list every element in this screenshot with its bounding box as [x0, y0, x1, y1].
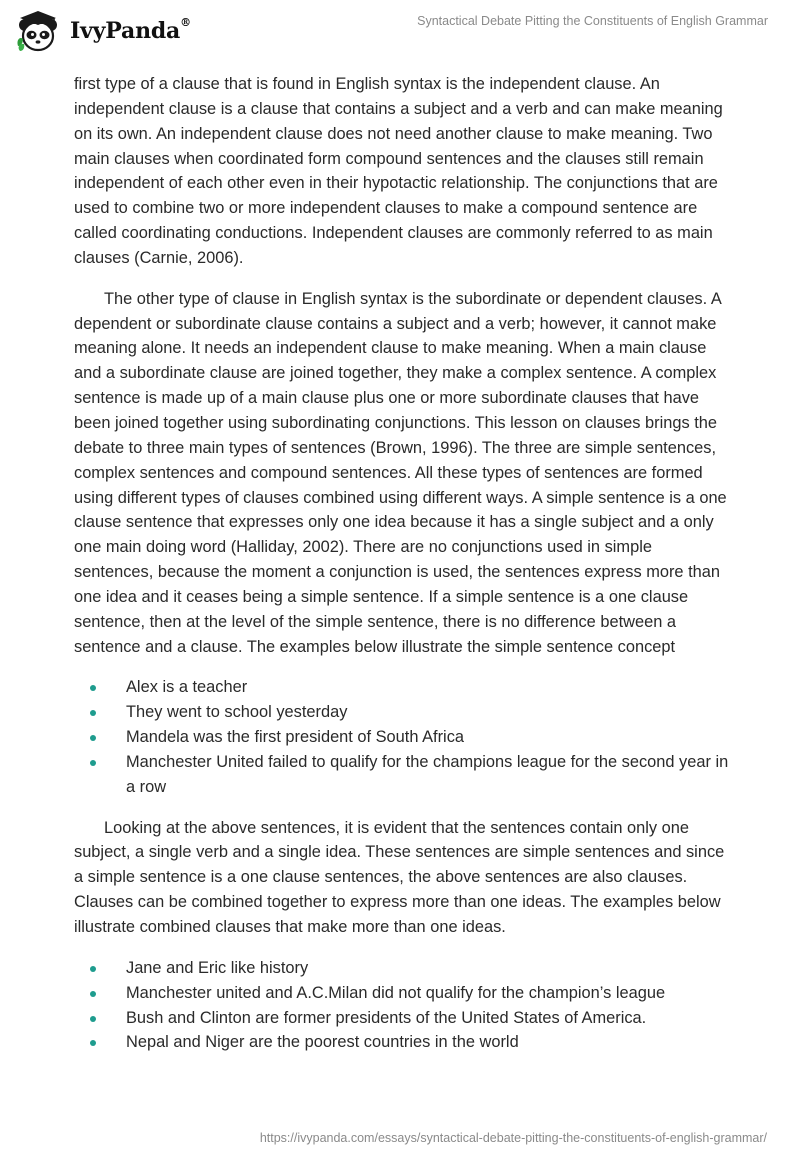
- bullet-icon: [90, 966, 96, 972]
- bullet-icon: [90, 1040, 96, 1046]
- bullet-icon: [90, 760, 96, 766]
- paragraph-2: The other type of clause in English syntax is the subordinate or dependent clauses. A dependent or subordinate clause contains a subject and a verb; however, it cannot make meaning alone. It needs an independent clause to make meaning. When a main clause and a subordinate clause are joined together, they make a complex sentence. A complex sentence is made up of a main clause plus one or more subordinate clauses that have been joined together using subordinating conjunctions. This lesson on clauses brings the debate to three main types of sentences (Brown, 1996). The three are simple sentences, complex sentences and compound sentences. All these types of sentences are formed using different types of clauses combined using different ways. A simple sentence is a one clause sentence that expresses only one idea because it has a single subject and a only one main doing word (Halliday, 2002). There are no conjunctions used in simple sentences, because the moment a conjunction is used, the sentences express more than one idea and it ceases being a simple sentence. If a simple sentence is a one clause sentence, then at the level of the simple sentence, there is no difference between a sentence and a clause. The examples below illustrate the simple sentence concept: [74, 289, 727, 656]
- list-item: Mandela was the first president of South Africa: [74, 725, 734, 750]
- list-item: Manchester united and A.C.Milan did not qualify for the champion’s league: [74, 981, 734, 1006]
- essay-body: [74, 72, 734, 1055]
- list-item: They went to school yesterday: [74, 700, 734, 725]
- list-item: Manchester United failed to qualify for the champions league for the second year in a row: [74, 750, 734, 800]
- paragraph-1: first type of a clause that is found in English syntax is the independent clause. An independent clause is a clause that contains a subject and a verb and can make meaning on its own. An independent clause does not need another clause to make meaning. Two main clauses when coordinated form compound sentences and the clauses still remain independent of each other even in their hypotactic relationship. The conjunctions that are used to combine two or more independent clauses to make a compound sentence are called coordinating conductions. Independent clauses are commonly referred to as main clauses (Carnie, 2006).: [74, 75, 723, 267]
- bullet-icon: [90, 710, 96, 716]
- simple-sentence-examples: [74, 675, 734, 799]
- list-item: Alex is a teacher: [74, 675, 734, 700]
- bullet-icon: [90, 735, 96, 741]
- panda-graduate-icon: [14, 8, 64, 54]
- bullet-icon: [90, 1016, 96, 1022]
- page-header: [0, 0, 800, 64]
- bullet-icon: [90, 685, 96, 691]
- list-item: Jane and Eric like history: [74, 956, 734, 981]
- document-title: Syntactical Debate Pitting the Constituents of English Grammar: [417, 14, 768, 28]
- source-url-link[interactable]: https://ivypanda.com/essays/syntactical-debate-pitting-the-constituents-of-english-grammar/: [259, 1131, 767, 1145]
- combined-clause-examples: [74, 956, 734, 1055]
- ivypanda-logo[interactable]: [14, 8, 191, 54]
- bullet-icon: [90, 991, 96, 997]
- list-item: Nepal and Niger are the poorest countries in the world: [74, 1030, 734, 1055]
- paragraph-3: Looking at the above sentences, it is evident that the sentences contain only one subject, a single verb and a single idea. These sentences are simple sentences and since a simple sentence is a one clause sentences, the above sentences are also clauses. Clauses can be combined together to express more than one ideas. The examples below illustrate combined clauses that make more than one ideas.: [74, 818, 725, 936]
- list-item: Bush and Clinton are former presidents of the United States of America.: [74, 1006, 734, 1031]
- brand-name: IvyPanda®: [70, 16, 191, 44]
